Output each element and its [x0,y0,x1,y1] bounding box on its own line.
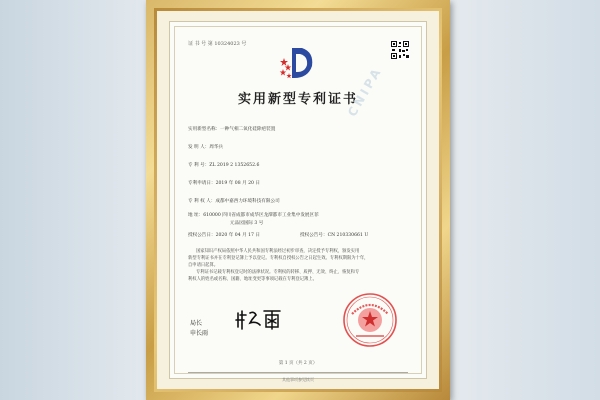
certificate-frame [146,0,450,400]
cnipa-watermark: CNIPA [345,64,385,119]
certificate-number: 证 书 号 第 10324023 号 [188,41,247,47]
certificate-title: 实用新型专利证书 [237,92,358,107]
background-left [0,0,150,400]
field-patent-number: 专 利 号：ZL 2019 2 1352652.6 [188,163,260,168]
body-line: 新型专利证书并在专利登记簿上予以登记。专利权自授权公告之日起生效。专利权期限为十年， [188,256,369,261]
field-utility-model-name: 实用新型名称：一种气相二氧化硅除疤装置 [188,127,276,132]
patent-certificate [169,21,427,382]
body-line: 专利证书记载专利权登记时的法律状况。专利权的转移、质押、无效、终止、恢复和专 [196,270,360,275]
director-name-label: 申长雨 [190,330,209,337]
field-inventor: 发 明 人：周华兵 [188,145,224,150]
field-filing-date: 专利申请日：2019 年 08 月 20 日 [188,181,261,186]
cnipa-logo-icon [272,40,320,88]
director-title-label: 局长 [190,320,203,327]
certificate-body-text [188,248,406,283]
field-address: 地 址：610000 四川省成都市成华区龙潭都市工业集中发展区菲 [188,213,319,218]
field-grant-date: 授权公告日：2020 年 04 月 17 日 [188,233,261,238]
page-number: 第 1 页（共 2 页） [278,361,318,366]
qr-code-icon [390,40,410,60]
frame-mat [157,11,439,389]
body-line: 国家知识产权局依照中华人民共和国专利法经过初步审查，决定授予专利权，颁发实用 [196,249,360,254]
bottom-divider [188,372,408,373]
director-signature-icon [234,307,284,333]
field-address-continued: 元品园国际 3 号 [230,221,264,226]
frame-inner-bevel [154,8,442,392]
body-line: 自申请日起算。 [188,263,219,268]
field-patentee: 专 利 权 人：成都中嘉西力环境科技有限公司 [188,199,280,204]
background-right [440,0,600,400]
field-grant-number: 授权公告号：CN 210330661 U [300,233,369,238]
footer-note: 其他事项参见续页 [282,377,314,382]
body-line: 利权人的姓名或名称、国籍、地址变更等事项记载在专利登记簿上。 [188,277,317,282]
official-seal-icon [342,292,398,348]
